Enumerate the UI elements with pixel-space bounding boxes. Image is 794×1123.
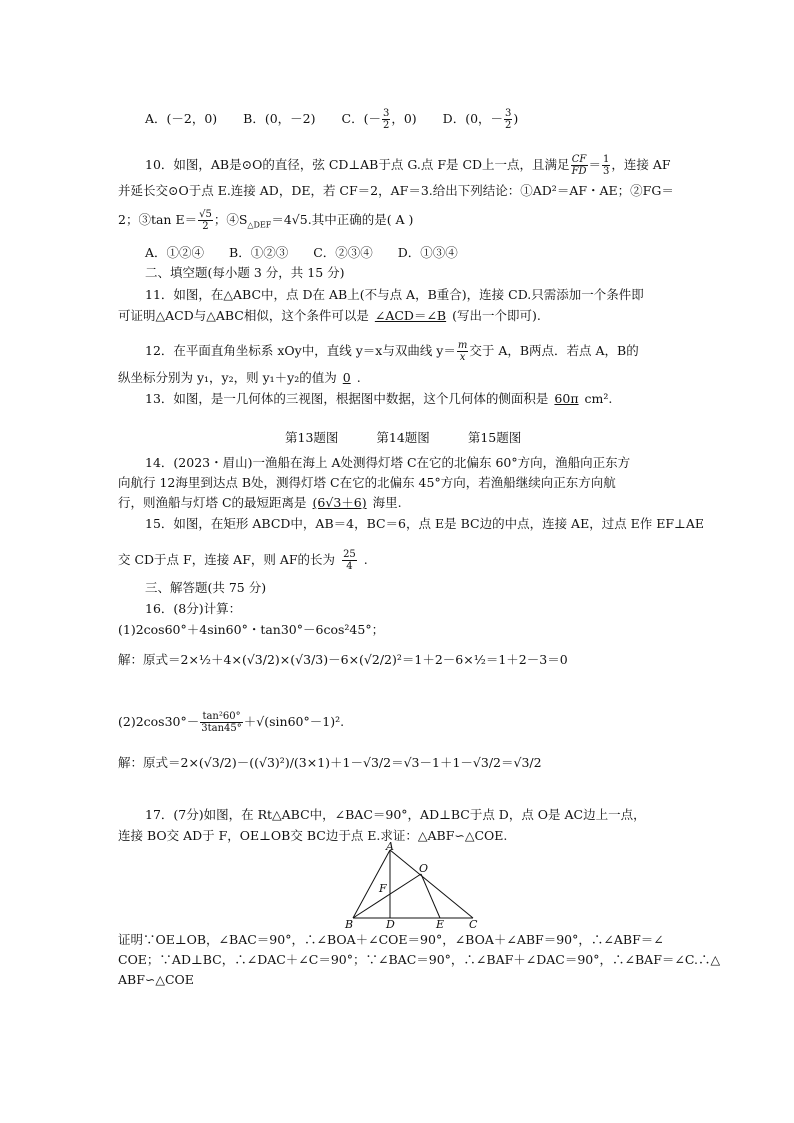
q12-line-1: 12．在平面直角坐标系 xOy中，直线 y＝x与双曲线 y＝ $\frac{m}{x}$ 交于 A，B两点．若点 A，B的 [145,340,639,363]
q16-title: 16．(8分)计算： [145,601,242,616]
q9-option-a: A．(－2，0) [145,111,218,126]
q17-proof-line-3: ABF∽△COE [118,972,194,987]
section-fill-in-blank-title: 二、填空题(每小题 3 分，共 15 分) [145,265,345,280]
q11-answer: ∠ACD＝∠B [374,308,447,323]
q16-part-1: (1)2cos60°＋4sin60°・tan30°－6cos²45°； [118,622,385,637]
q17-line-2: 连接 BO交 AD于 F，OE⊥OB交 BC边于点 E.求证：△ABF∽△COE. [118,828,508,843]
q14-answer: (6√3＋6) [312,495,367,510]
q16-part-2: (2)2cos30°－ $\frac{\text{tan²60°}}{3\tan 45^\circ}$ ＋√(sin60°－1)². [118,711,345,734]
label-f: F [379,882,387,895]
q15-line-1: 15．如图，在矩形 ABCD中，AB＝4，BC＝6，点 E是 BC边的中点，连接 AE，过点 E作 EF⊥AE [145,516,704,531]
figure-captions [285,430,559,446]
caption-fig-15: 第15题图 [467,430,522,445]
label-a: A [386,842,394,853]
label-o: O [419,862,429,875]
q9-option-c: C．(－ $\frac{3}{2}$ ，0) [341,108,417,131]
q10-line-2: 并延长交⊙O于点 E.连接 AD，DE，若 CF＝2，AF＝3.给出下列结论：①AD²＝AF・AE；②FG＝ [118,183,674,198]
q10-options: A．①②④ B．①②③ C．②③④ D．①③④ [145,245,458,260]
q15-line-2: 交 CD于点 F，连接 AF，则 AF的长为 $\frac{25}{4}$ . [118,549,368,572]
q12-line-2: 纵坐标分别为 y₁，y₂，则 y₁＋y₂的值为 0 . [118,370,361,385]
q13-answer: 60π [554,391,579,406]
q14-line-2: 向航行 12海里到达点 B处，测得灯塔 C在它的北偏东 45°方向，若渔船继续向正东方向航 [118,475,616,490]
q17-line-1: 17．(7分)如图，在 Rt△ABC中，∠BAC＝90°，AD⊥BC于点 D，点 O是 AC边上一点， [145,807,646,822]
label-e: E [436,918,445,930]
section-solutions-title: 三、解答题(共 75 分) [145,580,267,595]
q17-triangle-figure [335,842,485,930]
q11-line-2: 可证明△ACD与△ABC相似，这个条件可以是 ∠ACD＝∠B (写出一个即可). [118,308,541,323]
q12-answer: 0 [342,370,351,385]
q10-line-3: 2；③tan E＝ $\frac{√5}{2}$ ；$④S_{\triangle DEF}=4√5$.其中正确的是( A ) [118,209,414,232]
q9-option-d: D．(0，－ $\frac{3}{2}$ ) [442,108,519,131]
q10-line-1: 10．如图，AB是⊙O的直径，弦 CD⊥AB于点 G.点 F是 CD上一点，且满足 $\frac{CF}{FD}$ ＝ $\frac{1}{3}$ ，连接 AF [145,154,671,177]
q9-option-b: B．(0，－2) [243,111,316,126]
q14-line-1: 14．(2023・眉山)一渔船在海上 A处测得灯塔 C在它的北偏东 60°方向，渔船向正东方 [145,455,631,470]
q14-line-3: 行，则渔船与灯塔 C的最短距离是 (6√3＋6) 海里. [118,495,402,510]
q16-solution-1: 解：原式＝2×½＋4×(√3/2)×(√3/3)－6×(√2/2)²＝1＋2－6×½＝1＋2－3＝0 [118,652,568,667]
q17-proof-line-1: 证明∵OE⊥OB，∠BAC＝90°，∴∠BOA＋∠COE＝90°，∠BOA＋∠ABF＝90°，∴∠ABF＝∠ [118,932,664,947]
caption-fig-13: 第13题图 [285,430,339,445]
q13-line: 13．如图，是一几何体的三视图，根据图中数据，这个几何体的侧面积是 60π cm². [145,391,613,406]
q16-solution-2: 解：原式＝2×(√3/2)－((√3)²)/(3×1)＋1－√3/2＝√3－1＋1－√3/2＝√3/2 [118,755,542,770]
q17-proof-line-2: COE；∵AD⊥BC，∴∠DAC＋∠C＝90°；∵∠BAC＝90°，∴∠BAF＋∠DAC＝90°，∴∠BAF＝∠C.∴△ [118,952,721,967]
q9-options [145,108,518,131]
label-c: C [469,918,478,930]
caption-fig-14: 第14题图 [376,430,430,445]
label-d: D [386,918,395,930]
q15-answer: $\frac{25}{4}$ [343,549,356,572]
label-b: B [345,918,354,930]
q11-line-1: 11．如图，在△ABC中，点 D在 AB上(不与点 A，B重合)，连接 CD.只需添加一个条件即 [145,287,644,302]
